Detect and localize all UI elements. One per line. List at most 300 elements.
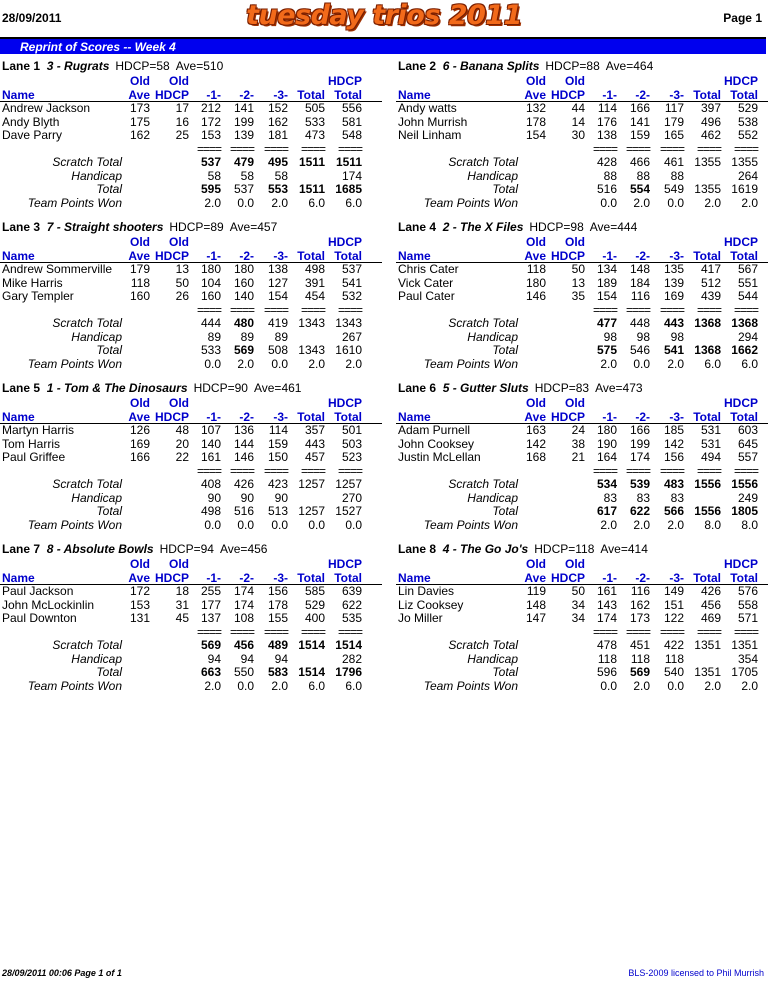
player-hdcp: 31: [175, 597, 189, 612]
team-name: 7 - Straight shooters: [46, 220, 164, 234]
league-title: tuesday trios 2011: [246, 0, 522, 31]
player-hdcp: 50: [175, 275, 189, 290]
player-total: 498: [304, 262, 325, 276]
team-points-row-total: 6.0: [308, 195, 325, 210]
total-rule-row: [0, 143, 382, 157]
report-subtitle-bar: [0, 37, 766, 54]
team-total-row-hdcp-total: 1527: [335, 504, 362, 518]
double-rule: ====: [229, 141, 254, 156]
double-rule: ====: [300, 302, 325, 317]
team-total-row-total: 1368: [694, 343, 721, 357]
team-points-row-game-1: 2.0: [204, 195, 221, 210]
total-rule-row: [396, 465, 768, 479]
team-total-row-game-3: 541: [663, 343, 684, 357]
team-total-row-game-3: 553: [267, 182, 288, 196]
team-total-row-label: Total: [492, 343, 518, 357]
player-row: [0, 438, 382, 452]
scratch-total-row-hdcp-total: 1556: [731, 477, 758, 491]
player-row: [0, 599, 382, 613]
handicap-row-hdcp-total: 282: [341, 651, 362, 666]
team-total-row-game-1: 617: [596, 504, 617, 518]
player-hdcp: 38: [571, 436, 585, 451]
team-hdcp: HDCP=88: [545, 59, 600, 73]
player-total: 529: [304, 597, 325, 612]
col-total: Total: [297, 570, 325, 585]
team-total-row: [396, 666, 768, 680]
team-points-row-game-2: 0.0: [237, 678, 254, 693]
double-rule: ====: [696, 302, 721, 317]
player-name: John McLockinlin: [2, 597, 95, 612]
player-hdcp: 24: [571, 423, 585, 437]
player-game-2: 140: [233, 289, 254, 303]
player-hdcp-total: 529: [737, 101, 758, 115]
player-game-3: 142: [663, 436, 684, 451]
player-hdcp-total: 557: [737, 450, 758, 464]
player-hdcp: 13: [175, 262, 189, 276]
team-points-row-game-1: 2.0: [600, 517, 617, 532]
player-game-1: 212: [200, 101, 221, 115]
player-hdcp: 30: [571, 128, 585, 142]
player-total: 400: [304, 611, 325, 625]
player-name: Paul Downton: [2, 611, 77, 625]
double-rule: ====: [229, 624, 254, 639]
team-points-row-hdcp-total: 6.0: [345, 195, 362, 210]
col-hdcp-total-top: HDCP: [327, 235, 362, 249]
player-average: 168: [525, 450, 546, 464]
team-hdcp: HDCP=94: [159, 542, 214, 556]
player-game-3: 185: [663, 423, 684, 437]
handicap-row-label: Handicap: [71, 168, 122, 183]
player-game-1: 138: [596, 128, 617, 142]
scratch-total-row-game-2: 426: [233, 477, 254, 491]
player-row: [396, 585, 768, 599]
player-average: 178: [525, 114, 546, 129]
double-rule: ====: [196, 624, 221, 639]
team-points-row-label: Team Points Won: [423, 678, 518, 693]
scratch-total-row: [396, 317, 768, 331]
team-points-row-game-3: 2.0: [271, 678, 288, 693]
team-total-row-total: 1514: [298, 665, 325, 679]
team-points-row: [396, 519, 768, 533]
double-rule: ====: [337, 141, 362, 156]
team-total-row: [396, 344, 768, 358]
scratch-total-row-hdcp-total: 1514: [335, 638, 362, 652]
player-average: 163: [525, 423, 546, 437]
footer-license: BLS-2009 licensed to Phil Murrish: [628, 968, 764, 978]
scratch-total-row-game-3: 495: [267, 155, 288, 169]
total-rule-row: [396, 304, 768, 318]
team-points-row: [0, 680, 382, 694]
team-name: 2 - The X Files: [442, 220, 524, 234]
double-rule: ====: [659, 624, 684, 639]
player-name: Paul Griffee: [2, 450, 66, 464]
handicap-row-hdcp-total: 294: [737, 329, 758, 344]
handicap-row-game-1: 88: [603, 168, 617, 183]
player-hdcp: 45: [175, 611, 189, 625]
lane-block: [396, 220, 768, 371]
team-points-row-game-3: 2.0: [667, 517, 684, 532]
player-name: Vick Cater: [398, 275, 454, 290]
scratch-total-row-total: 1556: [694, 477, 721, 491]
player-game-2: 180: [233, 262, 254, 276]
player-total: 494: [700, 450, 721, 464]
team-total-row-total: 1257: [298, 504, 325, 518]
double-rule: ====: [733, 463, 758, 478]
team-points-row-game-1: 2.0: [204, 678, 221, 693]
lane-block: [0, 542, 382, 693]
column-header-row-top: [0, 235, 382, 249]
team-total-row: [0, 505, 382, 519]
handicap-row-game-1: 118: [597, 651, 617, 666]
player-game-1: 134: [596, 262, 617, 276]
col-game-3: -3-: [669, 570, 684, 585]
player-game-1: 104: [200, 275, 221, 290]
player-row: [396, 102, 768, 116]
player-game-2: 144: [233, 436, 254, 451]
player-name: Lin Davies: [398, 584, 455, 598]
player-game-3: 152: [267, 101, 288, 115]
col-hdcp: HDCP: [154, 409, 189, 424]
player-game-2: 141: [629, 114, 650, 129]
player-row: [396, 263, 768, 277]
col-hdcp-total-top: HDCP: [327, 74, 362, 88]
col-hdcp-total-top: HDCP: [327, 557, 362, 571]
col-hdcp-total-top: HDCP: [723, 557, 758, 571]
footer-timestamp: 28/09/2011 00:06 Page 1 of 1: [2, 968, 122, 978]
double-rule: ====: [263, 624, 288, 639]
team-total-row-total: 1343: [298, 343, 325, 357]
team-points-row-total: 6.0: [308, 678, 325, 693]
col-game-3: -3-: [669, 248, 684, 263]
handicap-row-game-2: 88: [636, 168, 650, 183]
team-average: Ave=473: [595, 381, 643, 395]
lane-title: [0, 59, 382, 74]
player-game-1: 180: [200, 262, 221, 276]
player-hdcp: 14: [571, 114, 585, 129]
col-game-2: -2-: [239, 570, 254, 585]
player-total: 454: [304, 289, 325, 303]
team-hdcp: HDCP=98: [529, 220, 584, 234]
player-row: [0, 277, 382, 291]
player-game-1: 161: [200, 450, 221, 464]
team-average: Ave=461: [253, 381, 302, 395]
player-hdcp-total: 537: [341, 262, 362, 276]
team-points-row-label: Team Points Won: [27, 517, 122, 532]
scratch-total-row: [0, 317, 382, 331]
team-total-row-game-1: 596: [596, 665, 617, 679]
scratch-total-row-total: 1511: [298, 155, 325, 169]
player-game-2: 108: [233, 611, 254, 625]
team-points-row-label: Team Points Won: [423, 195, 518, 210]
col-hdcp-total: Total: [334, 409, 362, 424]
double-rule: ====: [337, 463, 362, 478]
handicap-row-label: Handicap: [71, 651, 122, 666]
double-rule: ====: [300, 624, 325, 639]
lane-number: Lane 1: [2, 59, 41, 73]
player-game-1: 153: [200, 128, 221, 142]
player-game-1: 164: [596, 450, 617, 464]
col-game-2: -2-: [635, 248, 650, 263]
team-total-row-game-2: 554: [629, 182, 650, 196]
player-hdcp-total: 523: [341, 450, 362, 464]
player-hdcp-total: 538: [737, 114, 758, 129]
team-hdcp: HDCP=58: [115, 59, 170, 73]
col-name: Name: [398, 409, 431, 424]
team-total-row-hdcp-total: 1796: [335, 665, 362, 679]
scratch-total-row-game-1: 537: [200, 155, 221, 169]
player-game-3: 156: [663, 450, 684, 464]
column-header-row: [396, 88, 768, 103]
double-rule: ====: [733, 302, 758, 317]
player-hdcp-total: 503: [341, 436, 362, 451]
team-points-row-total: 2.0: [308, 356, 325, 371]
lane-number: Lane 5: [2, 381, 41, 395]
player-hdcp-total: 581: [341, 114, 362, 129]
team-points-row-game-1: 0.0: [600, 195, 617, 210]
column-header-row: [0, 571, 382, 586]
player-game-3: 178: [267, 597, 288, 612]
team-total-row-label: Total: [492, 182, 518, 196]
double-rule: ====: [592, 624, 617, 639]
handicap-row-game-2: 94: [240, 651, 254, 666]
scratch-total-row-game-1: 477: [596, 316, 617, 330]
handicap-row-game-3: 83: [670, 490, 684, 505]
team-points-row-total: 8.0: [704, 517, 721, 532]
team-name: 3 - Rugrats: [46, 59, 110, 73]
player-hdcp: 34: [571, 611, 585, 625]
double-rule: ====: [625, 302, 650, 317]
player-average: 132: [525, 101, 546, 115]
double-rule: ====: [229, 463, 254, 478]
team-total-row: [396, 505, 768, 519]
player-average: 169: [129, 436, 150, 451]
player-game-1: 160: [200, 289, 221, 303]
player-total: 417: [700, 262, 721, 276]
player-game-1: 107: [200, 423, 221, 437]
player-row: [0, 129, 382, 143]
scratch-total-row-game-3: 423: [267, 477, 288, 491]
col-name: Name: [2, 409, 35, 424]
player-name: Neil Linham: [398, 128, 462, 142]
scratch-total-row-game-3: 443: [663, 316, 684, 330]
team-total-row-game-1: 575: [596, 343, 617, 357]
handicap-row-game-2: 83: [636, 490, 650, 505]
player-average: 162: [129, 128, 150, 142]
player-hdcp: 25: [175, 128, 189, 142]
column-header-row: [396, 571, 768, 586]
handicap-row: [0, 170, 382, 184]
player-game-1: 180: [596, 423, 617, 437]
handicap-row-game-2: 58: [240, 168, 254, 183]
scratch-total-row: [396, 478, 768, 492]
lane-number: Lane 4: [398, 220, 437, 234]
col-hdcp-total-top: HDCP: [723, 396, 758, 410]
player-hdcp-total: 639: [341, 584, 362, 598]
col-ave: Ave: [128, 570, 150, 585]
col-total: Total: [693, 248, 721, 263]
team-points-row-total: 2.0: [704, 678, 721, 693]
double-rule: ====: [733, 141, 758, 156]
lane-number: Lane 8: [398, 542, 437, 556]
scratch-total-row-total: 1351: [694, 638, 721, 652]
col-name: Name: [2, 570, 35, 585]
lane-block: [396, 59, 768, 210]
handicap-row-game-3: 90: [274, 490, 288, 505]
team-points-row-total: 0.0: [308, 517, 325, 532]
handicap-row-game-1: 83: [603, 490, 617, 505]
team-average: Ave=464: [605, 59, 654, 73]
player-row: [396, 438, 768, 452]
col-hdcp-total: Total: [730, 87, 758, 102]
player-hdcp-total: 552: [737, 128, 758, 142]
team-hdcp: HDCP=90: [193, 381, 248, 395]
team-average: Ave=444: [589, 220, 638, 234]
col-hdcp-total-top: HDCP: [327, 396, 362, 410]
player-game-1: 161: [596, 584, 617, 598]
team-points-row-game-1: 0.0: [600, 678, 617, 693]
col-game-2: -2-: [239, 248, 254, 263]
player-game-1: 176: [596, 114, 617, 129]
col-hdcp: HDCP: [550, 570, 585, 585]
player-hdcp-total: 535: [341, 611, 362, 625]
player-average: 118: [130, 275, 150, 290]
double-rule: ====: [196, 141, 221, 156]
column-header-row-top: [0, 396, 382, 410]
handicap-row-game-3: 89: [274, 329, 288, 344]
scratch-total-row-label: Scratch Total: [448, 477, 518, 491]
player-game-2: 116: [630, 289, 650, 303]
player-name: Paul Cater: [398, 289, 455, 303]
player-average: 175: [129, 114, 150, 129]
player-game-2: 199: [629, 436, 650, 451]
player-game-1: 255: [200, 584, 221, 598]
player-game-1: 172: [200, 114, 221, 129]
col-total: Total: [693, 409, 721, 424]
scratch-total-row-game-3: 461: [663, 155, 684, 169]
handicap-row: [0, 331, 382, 345]
player-average: 118: [526, 262, 546, 276]
team-total-row-game-1: 663: [200, 665, 221, 679]
double-rule: ====: [196, 302, 221, 317]
player-row: [0, 116, 382, 130]
player-total: 512: [700, 275, 721, 290]
handicap-row: [396, 170, 768, 184]
team-points-row-game-3: 0.0: [667, 678, 684, 693]
handicap-row-game-3: 98: [670, 329, 684, 344]
player-game-2: 141: [233, 101, 254, 115]
team-points-row-label: Team Points Won: [423, 356, 518, 371]
col-total: Total: [297, 248, 325, 263]
team-average: Ave=457: [229, 220, 278, 234]
team-total-row-game-2: 537: [233, 182, 254, 196]
player-hdcp-total: 603: [737, 423, 758, 437]
double-rule: ====: [625, 141, 650, 156]
player-total: 397: [700, 101, 721, 115]
handicap-row-hdcp-total: 174: [341, 168, 362, 183]
player-game-2: 199: [233, 114, 254, 129]
team-total-row-game-2: 622: [629, 504, 650, 518]
player-hdcp: 50: [571, 584, 585, 598]
scratch-total-row-game-3: 419: [267, 316, 288, 330]
team-points-row-hdcp-total: 6.0: [345, 678, 362, 693]
team-points-row: [0, 519, 382, 533]
team-points-row-game-2: 2.0: [633, 195, 650, 210]
lane-title: [0, 542, 382, 557]
scratch-total-row-label: Scratch Total: [52, 316, 122, 330]
col-hdcp: HDCP: [154, 570, 189, 585]
double-rule: ====: [625, 463, 650, 478]
lane-block: [396, 381, 768, 532]
col-hdcp: HDCP: [154, 87, 189, 102]
col-old-hdcp-top: Old: [169, 235, 189, 249]
player-total: 357: [304, 423, 325, 437]
player-game-2: 173: [629, 611, 650, 625]
col-old-hdcp-top: Old: [565, 74, 585, 88]
player-game-3: 179: [663, 114, 684, 129]
double-rule: ====: [196, 463, 221, 478]
team-total-row: [0, 666, 382, 680]
scratch-total-row-label: Scratch Total: [52, 155, 122, 169]
double-rule: ====: [696, 624, 721, 639]
col-game-3: -3-: [273, 248, 288, 263]
player-hdcp: 16: [175, 114, 189, 129]
scratch-total-row-hdcp-total: 1343: [335, 316, 362, 330]
player-game-3: 181: [267, 128, 288, 142]
team-total-row-game-3: 566: [663, 504, 684, 518]
player-average: 126: [129, 423, 150, 437]
player-hdcp-total: 622: [341, 597, 362, 612]
player-row: [0, 612, 382, 626]
scratch-total-row: [0, 156, 382, 170]
player-game-3: 117: [664, 101, 684, 115]
player-name: John Cooksey: [398, 436, 475, 451]
col-old-ave-top: Old: [130, 74, 150, 88]
team-total-row-hdcp-total: 1662: [731, 343, 758, 357]
player-hdcp-total: 645: [737, 436, 758, 451]
player-game-3: 135: [663, 262, 684, 276]
col-name: Name: [398, 570, 431, 585]
player-game-3: 162: [267, 114, 288, 129]
lane-block: [396, 542, 768, 693]
team-total-row-label: Total: [492, 504, 518, 518]
player-hdcp: 50: [571, 262, 585, 276]
player-average: 146: [525, 289, 546, 303]
team-points-row-total: 2.0: [704, 195, 721, 210]
player-game-2: 136: [233, 423, 254, 437]
double-rule: ====: [263, 141, 288, 156]
player-hdcp: 20: [175, 436, 189, 451]
double-rule: ====: [625, 624, 650, 639]
column-header-row: [0, 249, 382, 264]
player-hdcp: 21: [571, 450, 585, 464]
column-header-row-top: [396, 74, 768, 88]
player-game-1: 114: [597, 101, 617, 115]
player-game-3: 154: [267, 289, 288, 303]
print-date: 28/09/2011: [2, 11, 62, 25]
col-ave: Ave: [128, 409, 150, 424]
lane-block: [0, 59, 382, 210]
team-total-row-game-1: 516: [596, 182, 617, 196]
handicap-row: [396, 331, 768, 345]
col-total: Total: [693, 87, 721, 102]
handicap-row-label: Handicap: [467, 490, 518, 505]
player-game-2: 174: [233, 584, 254, 598]
col-ave: Ave: [128, 87, 150, 102]
scratch-total-row-game-2: 451: [629, 638, 650, 652]
col-game-3: -3-: [669, 409, 684, 424]
lane-title: [0, 220, 382, 235]
col-old-hdcp-top: Old: [565, 557, 585, 571]
